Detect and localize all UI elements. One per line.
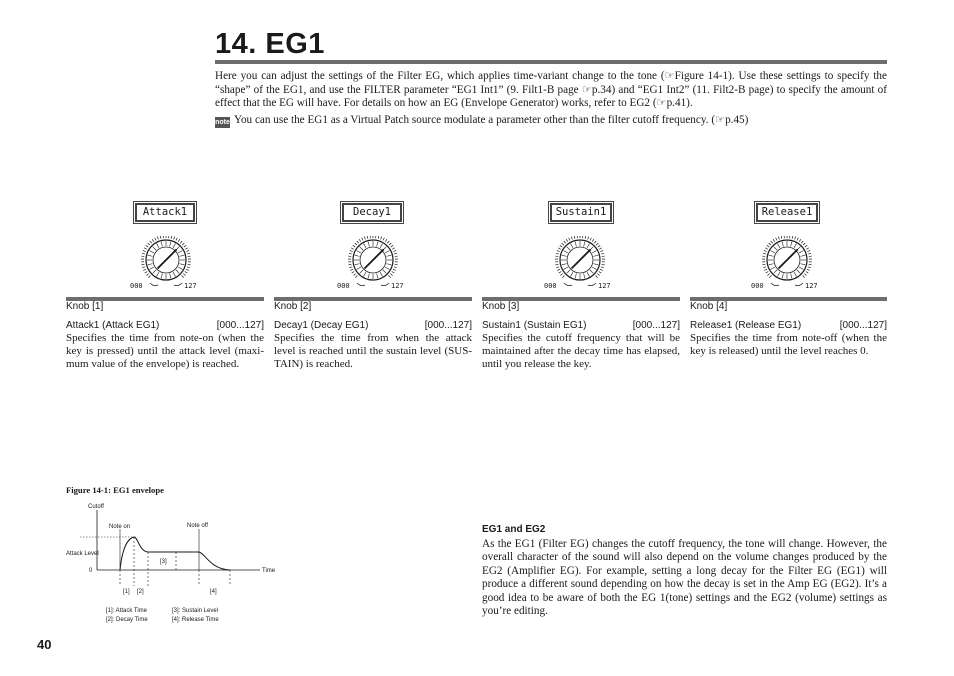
knob-1-param-name: Attack1 (Attack EG1)	[66, 320, 160, 331]
knob-tick	[350, 269, 353, 270]
knob-tick	[390, 274, 392, 276]
knob-min-arc	[150, 283, 158, 286]
knob-4-param-name: Release1 (Release EG1)	[690, 320, 802, 331]
knob-tick	[394, 253, 397, 254]
knob-tick	[392, 248, 395, 249]
knob-tick	[378, 236, 379, 239]
knob-tick	[763, 253, 766, 254]
knob-3-param-row	[482, 320, 680, 331]
legend-sustain-level: [3]: Sustain Level	[172, 608, 219, 614]
knob-max-label: 127	[391, 282, 404, 290]
knob-tick	[596, 276, 598, 278]
time-label: Time	[262, 568, 276, 574]
eg-section-title: EG1 and EG2	[482, 524, 546, 535]
knob-min-arc	[771, 283, 779, 286]
knob-tick	[807, 269, 810, 270]
knob-tick	[767, 245, 769, 247]
knob-tick	[594, 241, 596, 243]
knob-2-title: Knob [2]	[274, 301, 312, 312]
knob-tick	[776, 238, 777, 241]
knob-tick	[389, 243, 391, 245]
eg1-envelope-diagram	[60, 496, 285, 628]
legend-decay-time: [2]: Decay Time	[106, 617, 148, 623]
knob-min-label: 000	[751, 282, 764, 290]
page-number: 40	[37, 637, 52, 652]
knob-tick	[148, 276, 150, 278]
knob-tick	[183, 274, 185, 276]
knob-tick	[185, 248, 188, 249]
knob-tick	[357, 241, 359, 243]
knob-tick	[150, 241, 152, 243]
knob-4-icon[interactable]	[749, 236, 825, 290]
knob-tick	[569, 238, 570, 241]
cutoff-label: Cutoff	[88, 504, 104, 510]
knob-tick	[806, 271, 809, 273]
knob-min-arc	[357, 283, 365, 286]
knob-tick	[558, 248, 561, 249]
note-paragraph	[215, 114, 887, 128]
knob-2-icon[interactable]	[335, 236, 411, 290]
knob-tick	[351, 248, 354, 249]
note-text: You can use the EG1 as a Virtual Patch source modulate a parameter other than the filter cutoff frequency. (☞p.45)	[234, 114, 749, 126]
knob-max-label: 127	[805, 282, 818, 290]
knob-1-param-row	[66, 320, 264, 331]
knob-max-arc	[174, 283, 182, 286]
legend-release-time: [4]: Release Time	[172, 617, 219, 623]
zero-label: 0	[89, 568, 93, 574]
knob-tick	[392, 271, 395, 273]
knob-tick	[795, 237, 796, 240]
knob-tick	[557, 269, 560, 270]
knob-tick	[157, 237, 158, 240]
note-on-label: Note on	[109, 524, 131, 530]
knob-tick	[555, 264, 558, 265]
knob-tick	[764, 269, 767, 270]
intro-paragraph: Here you can adjust the settings of the Filter EG, which applies time-variant change to the tone (☞Figure 14-1). Use these settings to specify the “shape” of the EG1, and use the FILTER parameter “EG1 Int1” (9. Filt1-B page ☞p.34) and “EG1 Int2” (11. Filt2-B page) to specify the amount of effect that the EG will have. For details on how an EG (Envelope Generator) works, refer to EG2 (☞p.41).	[215, 70, 887, 110]
knob-1-param-range: [000...127]	[216, 320, 264, 331]
knob-tick	[596, 243, 598, 245]
knob-tick	[809, 264, 812, 265]
knob-tick	[762, 264, 765, 265]
knob-tick	[178, 239, 180, 241]
knob-tick	[155, 238, 156, 241]
knob-3-title: Knob [3]	[482, 301, 520, 312]
knob-4-param-range: [000...127]	[839, 320, 887, 331]
knob-tick	[766, 271, 769, 273]
knob-tick	[808, 267, 811, 268]
marker-1-label: [1]	[123, 589, 130, 595]
knob-tick	[387, 241, 389, 243]
knob-tick	[803, 276, 805, 278]
knob-tick	[797, 238, 798, 241]
knob-tick	[385, 239, 387, 241]
lcd-display-release1: Release1	[756, 203, 818, 222]
note-off-label: Note off	[187, 523, 208, 529]
knob-max-label: 127	[598, 282, 611, 290]
knob-tick	[781, 236, 782, 239]
knob-tick	[600, 269, 603, 270]
knob-tick	[349, 267, 352, 268]
knob-tick	[146, 274, 148, 276]
knob-tick	[599, 271, 602, 273]
knob-tick	[592, 239, 594, 241]
lcd-display-attack1: Attack1	[135, 203, 195, 222]
knob-max-arc	[381, 283, 389, 286]
knob-tick	[806, 248, 809, 249]
knob-min-label: 000	[130, 282, 143, 290]
knob-4-title: Knob [4]	[690, 301, 728, 312]
knob-tick	[808, 253, 811, 254]
knob-tick	[807, 250, 810, 251]
knob-tick	[174, 237, 175, 240]
knob-tick	[805, 245, 807, 247]
lcd-display-sustain1: Sustain1	[550, 203, 612, 222]
knob-tick	[803, 243, 805, 245]
knob-tick	[395, 264, 398, 265]
knob-tick	[588, 237, 589, 240]
knob-2-description: Specifies the time from when the attack level is reached until the sustain level (SUS-TAIN) is reached.	[274, 332, 472, 370]
knob-tick	[792, 236, 793, 239]
knob-3-description: Specifies the cutoff frequency that will be maintained after the decay time has elapsed, until you release the key.	[482, 332, 680, 370]
knob-tick	[393, 269, 396, 270]
knob-tick	[355, 243, 357, 245]
knob-tick	[349, 253, 352, 254]
knob-tick	[142, 267, 145, 268]
knob-max-label: 127	[184, 282, 197, 290]
knob-tick	[763, 267, 766, 268]
knob-tick	[348, 264, 351, 265]
page-title: 14. EG1	[215, 28, 325, 60]
knob-tick	[152, 239, 154, 241]
knob-tick	[381, 237, 382, 240]
knob-4-param-row	[690, 320, 887, 331]
knob-tick	[599, 248, 602, 249]
knob-tick	[560, 274, 562, 276]
knob-1-description: Specifies the time from note-on (when the key is pressed) until the attack level (maxi-mum value of the envelope) is reached.	[66, 332, 264, 370]
knob-tick	[185, 271, 188, 273]
knob-tick	[394, 267, 397, 268]
knob-tick	[601, 267, 604, 268]
knob-2-param-row	[274, 320, 472, 331]
knob-tick	[564, 241, 566, 243]
knob-tick	[148, 243, 150, 245]
knob-min-label: 000	[337, 282, 350, 290]
envelope-curve	[120, 537, 230, 570]
knob-max-arc	[795, 283, 803, 286]
knob-tick	[352, 271, 355, 273]
knob-tick	[566, 239, 568, 241]
knob-tick	[801, 241, 803, 243]
knob-tick	[171, 236, 172, 239]
knob-tick	[804, 274, 806, 276]
knob-tick	[180, 241, 182, 243]
knob-1-title: Knob [1]	[66, 301, 104, 312]
knob-tick	[389, 276, 391, 278]
knob-tick	[393, 250, 396, 251]
knob-tick	[184, 245, 186, 247]
knob-tick	[141, 264, 144, 265]
figure-caption: Figure 14-1: EG1 envelope	[66, 485, 164, 495]
knob-tick	[142, 253, 145, 254]
eg-section-text: As the EG1 (Filter EG) changes the cutoff frequency, the tone will change. However, the overall character of the sound will also depend on the volume changes produced by the EG2 (Amplifier EG). For example, setting a long decay for the Filter EG (EG1) will produce a different sound depending on how the decay is set in the Amp EG (EG2). It’s a good idea to be aware of both the EG 1(tone) settings and the EG2 (volume) settings as you’re editing.	[482, 538, 887, 618]
knob-tick	[176, 238, 177, 241]
lcd-display-decay1: Decay1	[342, 203, 402, 222]
knob-tick	[362, 238, 363, 241]
knob-tick	[598, 245, 600, 247]
knob-tick	[144, 248, 147, 249]
knob-tick	[574, 236, 575, 239]
knob-tick	[765, 248, 768, 249]
knob-tick	[602, 264, 605, 265]
knob-tick	[391, 245, 393, 247]
knob-tick	[355, 276, 357, 278]
knob-tick	[353, 274, 355, 276]
knob-tick	[359, 239, 361, 241]
knob-tick	[182, 243, 184, 245]
knob-tick	[601, 253, 604, 254]
knob-tick	[367, 236, 368, 239]
knob-tick	[562, 276, 564, 278]
knob-tick	[764, 250, 767, 251]
knob-tick	[562, 243, 564, 245]
knob-tick	[585, 236, 586, 239]
knob-tick	[146, 245, 148, 247]
knob-tick	[143, 250, 146, 251]
knob-3-param-range: [000...127]	[632, 320, 680, 331]
knob-tick	[590, 238, 591, 241]
knob-tick	[769, 243, 771, 245]
knob-tick	[353, 245, 355, 247]
knob-tick	[559, 271, 562, 273]
knob-tick	[188, 264, 191, 265]
knob-tick	[560, 245, 562, 247]
marker-2-label: [2]	[137, 589, 144, 595]
knob-min-arc	[564, 283, 572, 286]
knob-1-icon[interactable]	[128, 236, 204, 290]
knob-tick	[186, 269, 189, 270]
knob-tick	[769, 276, 771, 278]
marker-3-label: [3]	[160, 559, 167, 565]
knob-min-label: 000	[544, 282, 557, 290]
knob-tick	[187, 253, 190, 254]
knob-tick	[187, 267, 190, 268]
knob-tick	[571, 237, 572, 240]
marker-4-label: [4]	[210, 589, 217, 595]
knob-3-param-name: Sustain1 (Sustain EG1)	[482, 320, 587, 331]
knob-tick	[556, 267, 559, 268]
knob-tick	[778, 237, 779, 240]
knob-2-param-range: [000...127]	[424, 320, 472, 331]
knob-tick	[143, 269, 146, 270]
knob-tick	[773, 239, 775, 241]
title-rule	[215, 60, 887, 64]
knob-tick	[600, 250, 603, 251]
knob-tick	[350, 250, 353, 251]
knob-tick	[799, 239, 801, 241]
knob-tick	[767, 274, 769, 276]
knob-tick	[557, 250, 560, 251]
knob-tick	[364, 237, 365, 240]
knob-4-description: Specifies the time from note-off (when the key is released) until the level reaches 0.	[690, 332, 887, 357]
knob-3-icon[interactable]	[542, 236, 618, 290]
knob-max-arc	[588, 283, 596, 286]
attack-level-label: Attack Level	[66, 551, 99, 557]
knob-tick	[160, 236, 161, 239]
knob-tick	[186, 250, 189, 251]
knob-tick	[597, 274, 599, 276]
knob-tick	[383, 238, 384, 241]
knob-tick	[771, 241, 773, 243]
legend-attack-time: [1]: Attack Time	[106, 608, 148, 614]
note-icon: note	[215, 119, 230, 126]
knob-tick	[145, 271, 148, 273]
knob-tick	[182, 276, 184, 278]
knob-tick	[556, 253, 559, 254]
knob-2-param-name: Decay1 (Decay EG1)	[274, 320, 369, 331]
